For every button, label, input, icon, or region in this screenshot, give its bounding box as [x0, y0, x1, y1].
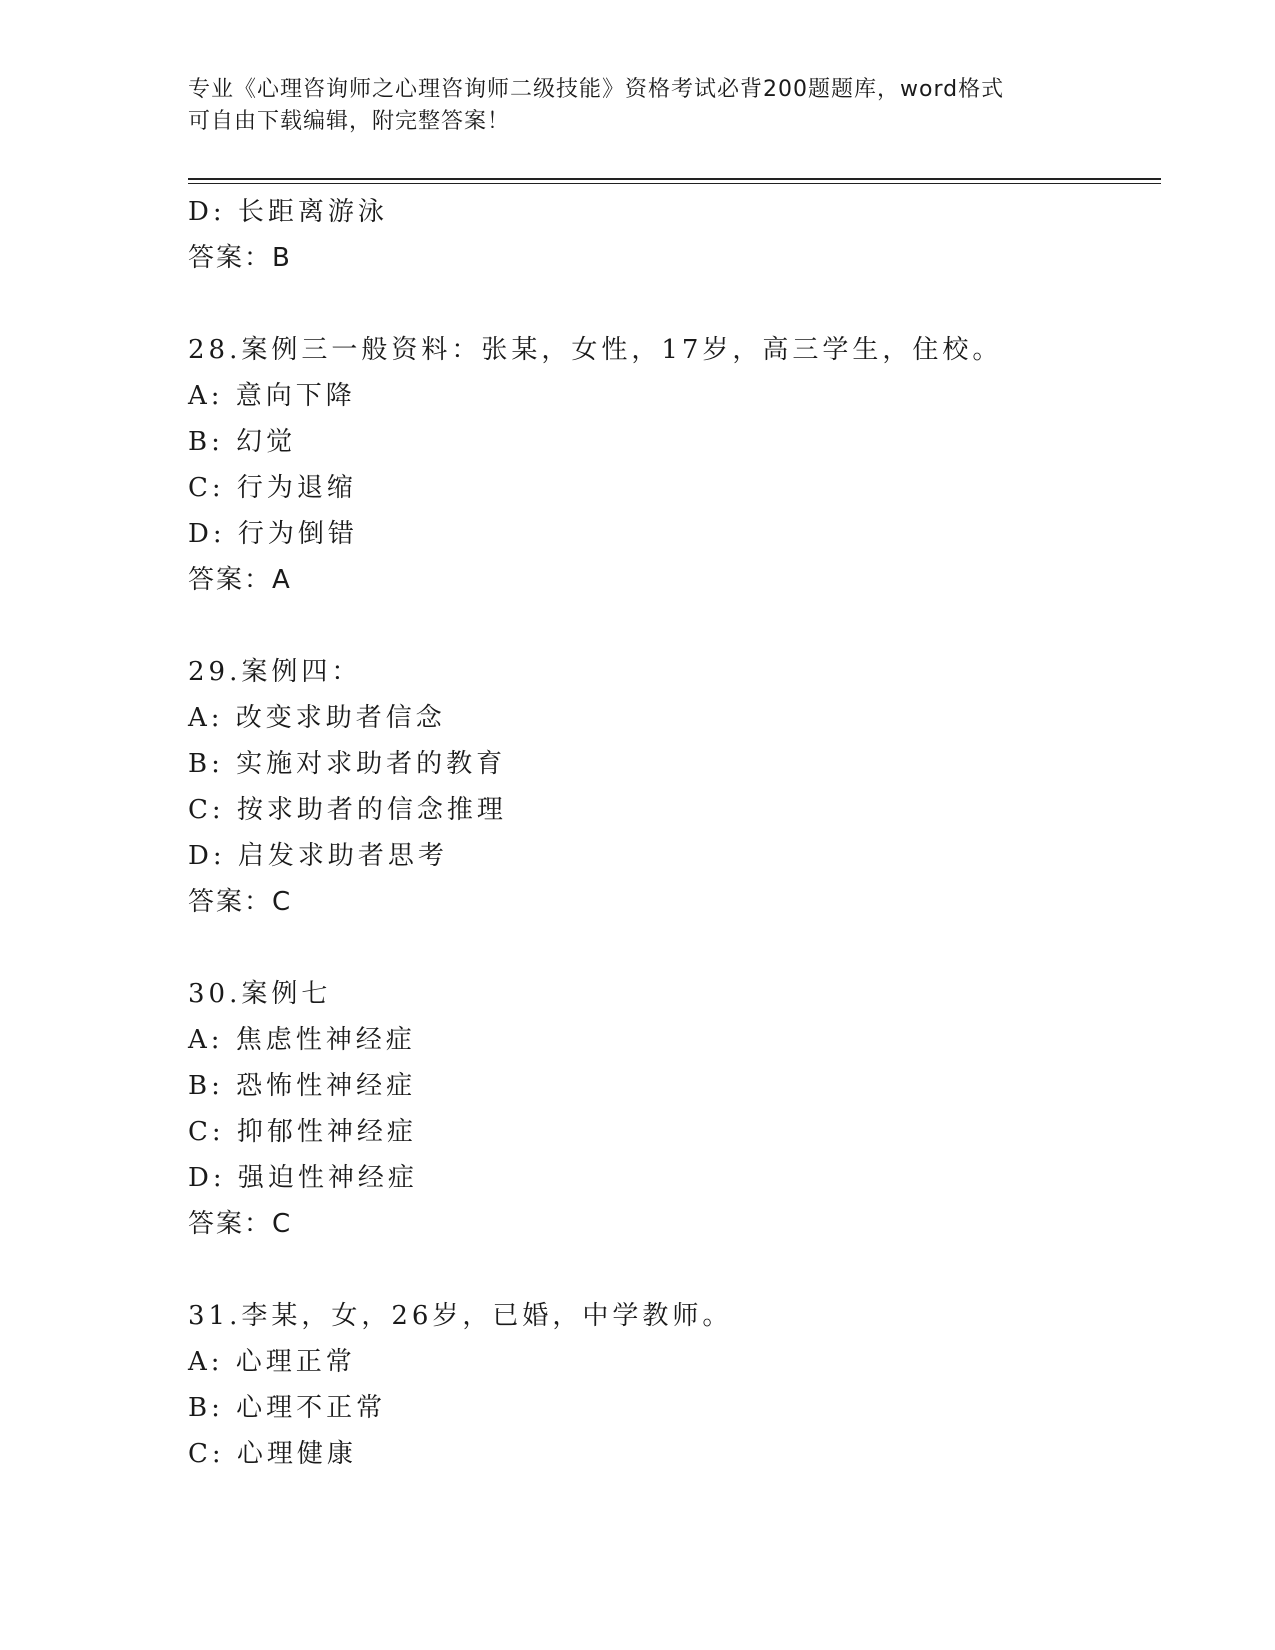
option-b: B: 幻觉 — [188, 427, 297, 457]
document-header — [188, 74, 1088, 138]
option-b: B: 实施对求助者的教育 — [188, 749, 507, 779]
question-29 — [188, 649, 1148, 925]
option-a: A: 心理正常 — [188, 1347, 356, 1377]
option-d: D: 启发求助者思考 — [188, 841, 448, 871]
option-b: B: 恐怖性神经症 — [188, 1071, 417, 1101]
option-a: A: 意向下降 — [188, 381, 356, 411]
spacer — [188, 1247, 1148, 1293]
question-28 — [188, 327, 1148, 603]
spacer — [188, 925, 1148, 971]
question-stem: 30.案例七 — [188, 979, 332, 1009]
question-31 — [188, 1293, 1148, 1477]
question-stem: 28.案例三一般资料：张某，女性，17岁，高三学生，住校。 — [188, 335, 1003, 365]
answer-line: 答案：B — [188, 243, 292, 273]
option-a: A: 改变求助者信念 — [188, 703, 446, 733]
option-c: C: 按求助者的信念推理 — [188, 795, 507, 825]
question-stem: 29.案例四： — [188, 657, 362, 687]
header-line-1: 专业《心理咨询师之心理咨询师二级技能》资格考试必背200题题库，word格式 — [188, 77, 1005, 102]
option-b: B: 心理不正常 — [188, 1393, 387, 1423]
option-d: D: 强迫性神经症 — [188, 1163, 418, 1193]
option-d: D: 长距离游泳 — [188, 197, 388, 227]
question-stem: 31.李某，女，26岁，已婚，中学教师。 — [188, 1301, 733, 1331]
option-d: D: 行为倒错 — [188, 519, 358, 549]
option-c: C: 心理健康 — [188, 1439, 357, 1469]
option-c: C: 抑郁性神经症 — [188, 1117, 417, 1147]
spacer — [188, 603, 1148, 649]
option-c: C: 行为退缩 — [188, 473, 357, 503]
header-line-2: 可自由下载编辑，附完整答案！ — [188, 109, 511, 134]
option-a: A: 焦虑性神经症 — [188, 1025, 416, 1055]
question-30 — [188, 971, 1148, 1247]
header-divider-thick — [188, 178, 1161, 180]
spacer — [188, 281, 1148, 327]
answer-line: 答案：A — [188, 565, 292, 595]
header-divider-thin — [188, 183, 1161, 184]
question-list — [188, 189, 1148, 1477]
answer-line: 答案：C — [188, 887, 293, 917]
answer-line: 答案：C — [188, 1209, 293, 1239]
